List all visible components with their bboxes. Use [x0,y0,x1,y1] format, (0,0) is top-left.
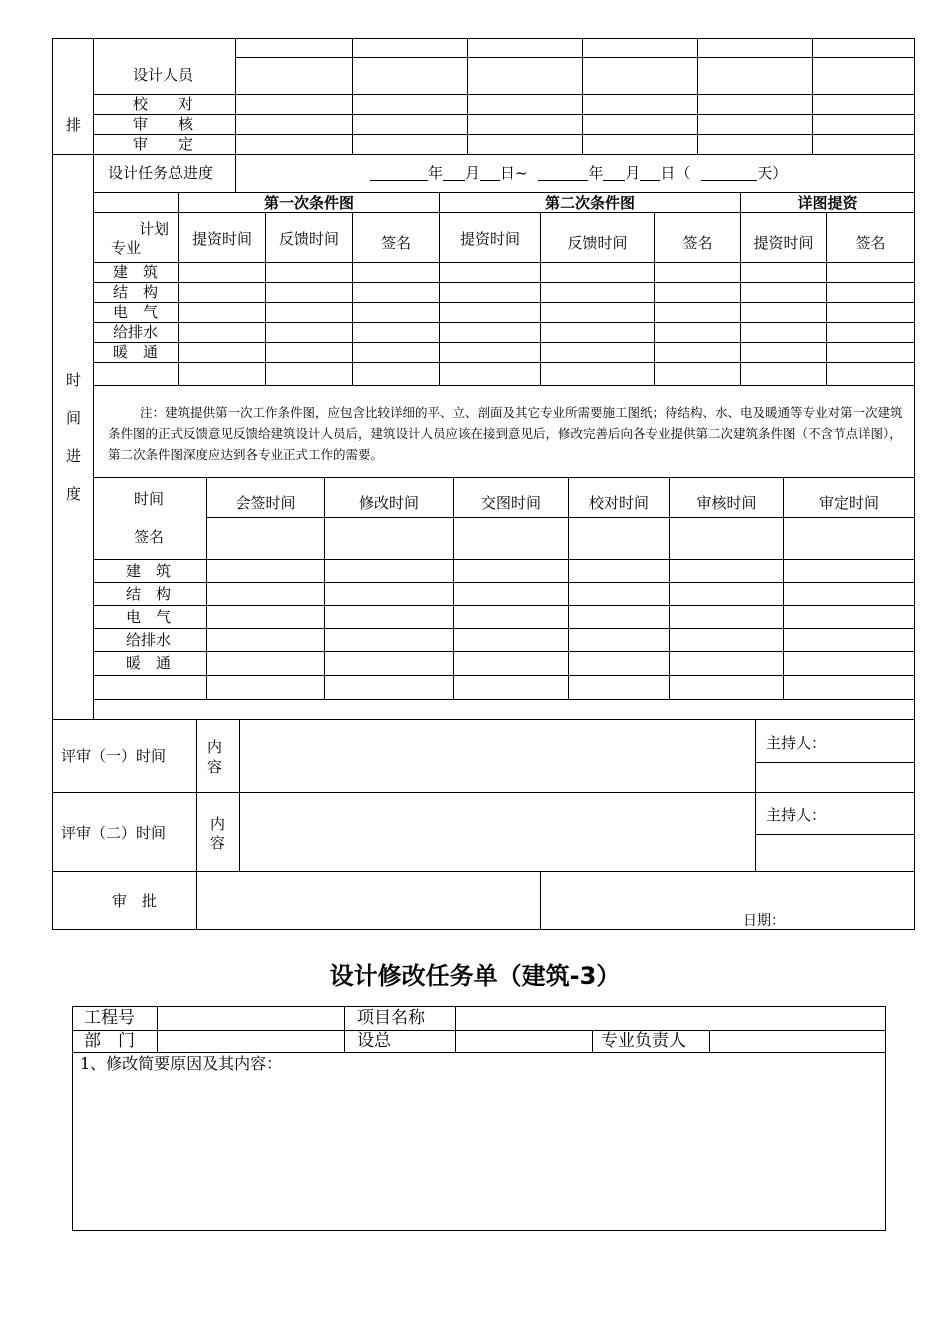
review2-label: 评审（二）时间 [61,824,167,842]
sign-row-architecture: 建 筑 [126,562,172,580]
cond-header-detail: 详图提资 [797,194,858,212]
chief-designer-label: 设总 [357,1031,391,1051]
revision-reason-label: 1、修改简要原因及其内容： [80,1054,283,1073]
review2-content-char-1: 内 [210,815,226,833]
time-progress-char-2: 间 [66,409,82,427]
cond-col-6: 签名 [682,234,713,252]
cond-row-hvac: 暖 通 [113,343,159,361]
project-no-label: 工程号 [84,1008,135,1028]
review2-host-label: 主持人： [766,806,827,824]
form-border-right [914,38,915,930]
cond-col-4: 提资时间 [459,230,520,248]
sign-col-revise: 修改时间 [358,494,419,512]
condition-note: 注：建筑提供第一次工作条件图，应包含比较详细的平、立、剖面及其它专业所需要施工图纸；待结构、水、电及暖通等专业对第一次建筑条件图的正式反馈意见反馈给建筑设计人员后，建筑设计人员应该在接到意见后，修改完善后向各专业提供第二次建筑条件图（不含节点详图），第二次条件图深度应达到各专业正式工作的需要。 [108,405,903,462]
cond-col-7: 提资时间 [753,234,814,252]
sign-col-countersign: 会签时间 [235,494,296,512]
review1-content-char-2: 容 [207,758,223,776]
cond-header-first: 第一次条件图 [263,194,354,212]
sign-row-electrical: 电 气 [126,608,172,626]
cond-col-1: 提资时间 [191,230,252,248]
time-progress-char-3: 进 [66,447,82,465]
dept-label: 部 门 [84,1031,135,1051]
major-lead-label: 专业负责人 [601,1031,686,1051]
time-label: 时间 [134,490,165,508]
sign-label: 签名 [134,528,165,546]
label-column-divider [93,38,94,719]
review2-content-char-2: 容 [210,834,226,852]
pai-label: 排 [66,116,82,134]
revision-form-title: 设计修改任务单（建筑-3） [329,962,621,990]
time-progress-char-4: 度 [66,485,82,503]
staff-designer-label: 设计人员 [133,66,194,84]
cond-header-second: 第二次条件图 [544,194,635,212]
staff-approve-label: 审 定 [133,135,194,153]
schedule-label: 设计任务总进度 [108,164,214,182]
form-border-top [52,38,915,39]
review1-host-label: 主持人： [766,734,827,752]
time-progress-char-1: 时 [66,371,82,389]
sign-col-approve: 审定时间 [818,494,879,512]
cond-col-2: 反馈时间 [278,230,339,248]
cond-col-3: 签名 [380,234,411,252]
project-name-label: 项目名称 [357,1008,425,1028]
form-border-bottom [52,929,915,930]
staff-review-label: 审 核 [133,115,194,133]
sign-row-hvac: 暖 通 [126,654,172,672]
cond-col-8: 签名 [855,234,886,252]
staff-proofread-label: 校 对 [133,95,194,113]
plan-label: 计划 [139,220,170,238]
sign-col-proofread: 校对时间 [588,494,649,512]
approval-label: 审 批 [112,892,158,910]
sign-col-review: 审核时间 [696,494,757,512]
review1-content-char-1: 内 [207,738,223,756]
cond-row-structure: 结 构 [113,283,159,301]
sign-row-plumbing: 给排水 [126,631,172,649]
major-label: 专业 [111,239,142,257]
cond-row-plumbing: 给排水 [113,323,159,341]
schedule-date-range: 年 月 日~ 年 月 日（ 天） [370,166,787,181]
cond-col-5: 反馈时间 [567,234,628,252]
review1-label: 评审（一）时间 [61,747,167,765]
cond-row-electrical: 电 气 [113,303,159,321]
cond-row-architecture: 建 筑 [113,263,159,281]
approval-date-label: 日期： [743,913,785,929]
sign-row-structure: 结 构 [126,585,172,603]
sign-col-submit: 交图时间 [480,494,541,512]
form-border-left [52,38,53,930]
